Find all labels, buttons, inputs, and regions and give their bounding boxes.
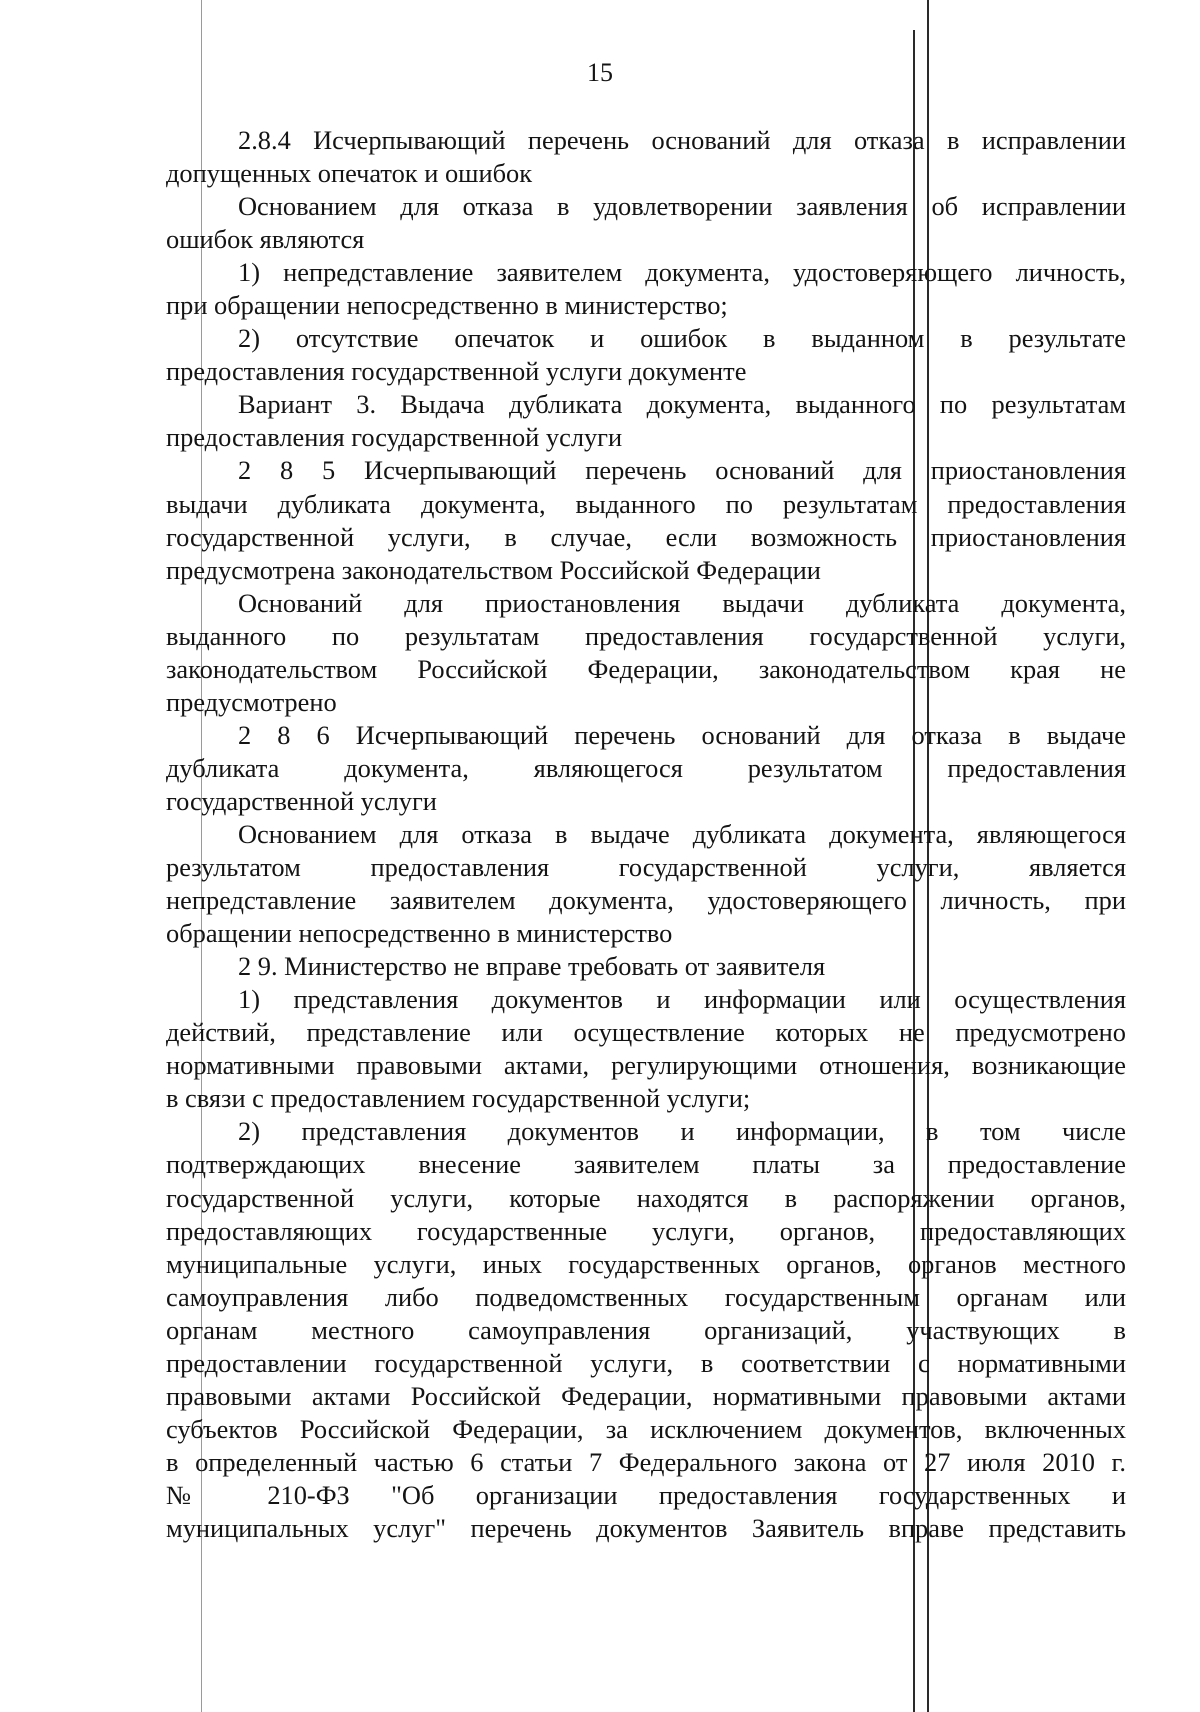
text-line: 2) отсутствие опечаток и ошибок в выданном в результате (238, 323, 1126, 354)
text-line: 2 8 6 Исчерпывающий перечень оснований для отказа в выдаче (238, 719, 1126, 750)
text-line: государственной услуги, которые находятся в распоряжении органов, (166, 1182, 1126, 1213)
text-line: 1) представления документов и информации или осуществления (238, 984, 1126, 1015)
text-line: Основанием для отказа в удовлетворении заявления об исправлении (238, 191, 1126, 222)
text-line: предусмотрено (166, 686, 337, 717)
text-line: законодательством Российской Федерации, законодательством края не (166, 653, 1126, 684)
text-line: государственной услуги (166, 785, 437, 816)
text-line: Вариант 3. Выдача дубликата документа, выданного по результатам (238, 389, 1126, 420)
text-line: ошибок являются (166, 224, 365, 255)
text-line: предоставления государственной услуги (166, 422, 623, 453)
text-line: № 210-ФЗ "Об организации предоставления государственных и (166, 1479, 1126, 1510)
text-line: дубликата документа, являющегося результатом предоставления (166, 752, 1126, 783)
text-line: в связи с предоставлением государственной услуги; (166, 1083, 751, 1114)
text-line: предоставляющих государственные услуги, органов, предоставляющих (166, 1215, 1126, 1246)
text-line: выданного по результатам предоставления государственной услуги, (166, 620, 1126, 651)
text-line: действий, представление или осуществление которых не предусмотрено (166, 1017, 1126, 1048)
text-line: допущенных опечаток и ошибок (166, 158, 533, 189)
text-line: результатом предоставления государственной услуги, является (166, 852, 1126, 883)
text-line: предусмотрена законодательством Российской Федерации (166, 554, 821, 585)
text-line: муниципальных услуг" перечень документов Заявитель вправе представить (166, 1512, 1126, 1543)
text-line: правовыми актами Российской Федерации, нормативными правовыми актами (166, 1380, 1126, 1411)
text-line: предоставлении государственной услуги, в соответствии с нормативными (166, 1347, 1126, 1378)
text-line: предоставления государственной услуги документе (166, 356, 747, 387)
document-body (166, 124, 1126, 1545)
text-line: органам местного самоуправления организаций, участвующих в (166, 1314, 1126, 1345)
text-line: в определенный частью 6 статьи 7 Федерального закона от 27 июля 2010 г. (166, 1446, 1126, 1477)
text-line: муниципальные услуги, иных государственных органов, органов местного (166, 1248, 1126, 1279)
text-line: самоуправления либо подведомственных государственным органам или (166, 1281, 1126, 1312)
text-line: 2 8 5 Исчерпывающий перечень оснований для приостановления (238, 455, 1126, 486)
text-line: субъектов Российской Федерации, за исключением документов, включенных (166, 1413, 1126, 1444)
text-line: 2 9. Министерство не вправе требовать от заявителя (238, 951, 826, 982)
text-line: нормативными правовыми актами, регулирующими отношения, возникающие (166, 1050, 1126, 1081)
text-line: государственной услуги, в случае, если возможность приостановления (166, 521, 1126, 552)
text-line: 1) непредставление заявителем документа, удостоверяющего личность, (238, 257, 1126, 288)
text-line: выдачи дубликата документа, выданного по результатам предоставления (166, 488, 1126, 519)
text-line: 2.8.4 Исчерпывающий перечень оснований для отказа в исправлении (238, 125, 1126, 155)
text-line: непредставление заявителем документа, удостоверяющего личность, при (166, 885, 1126, 916)
text-line: подтверждающих внесение заявителем платы за предоставление (166, 1149, 1126, 1180)
page-number: 15 (587, 58, 613, 87)
text-line: при обращении непосредственно в министерство; (166, 290, 728, 321)
text-line: 2) представления документов и информации, в том числе (238, 1116, 1126, 1147)
text-line: Оснований для приостановления выдачи дубликата документа, (238, 587, 1126, 618)
text-line: Основанием для отказа в выдаче дубликата документа, являющегося (238, 818, 1126, 849)
text-line: обращении непосредственно в министерство (166, 918, 673, 949)
